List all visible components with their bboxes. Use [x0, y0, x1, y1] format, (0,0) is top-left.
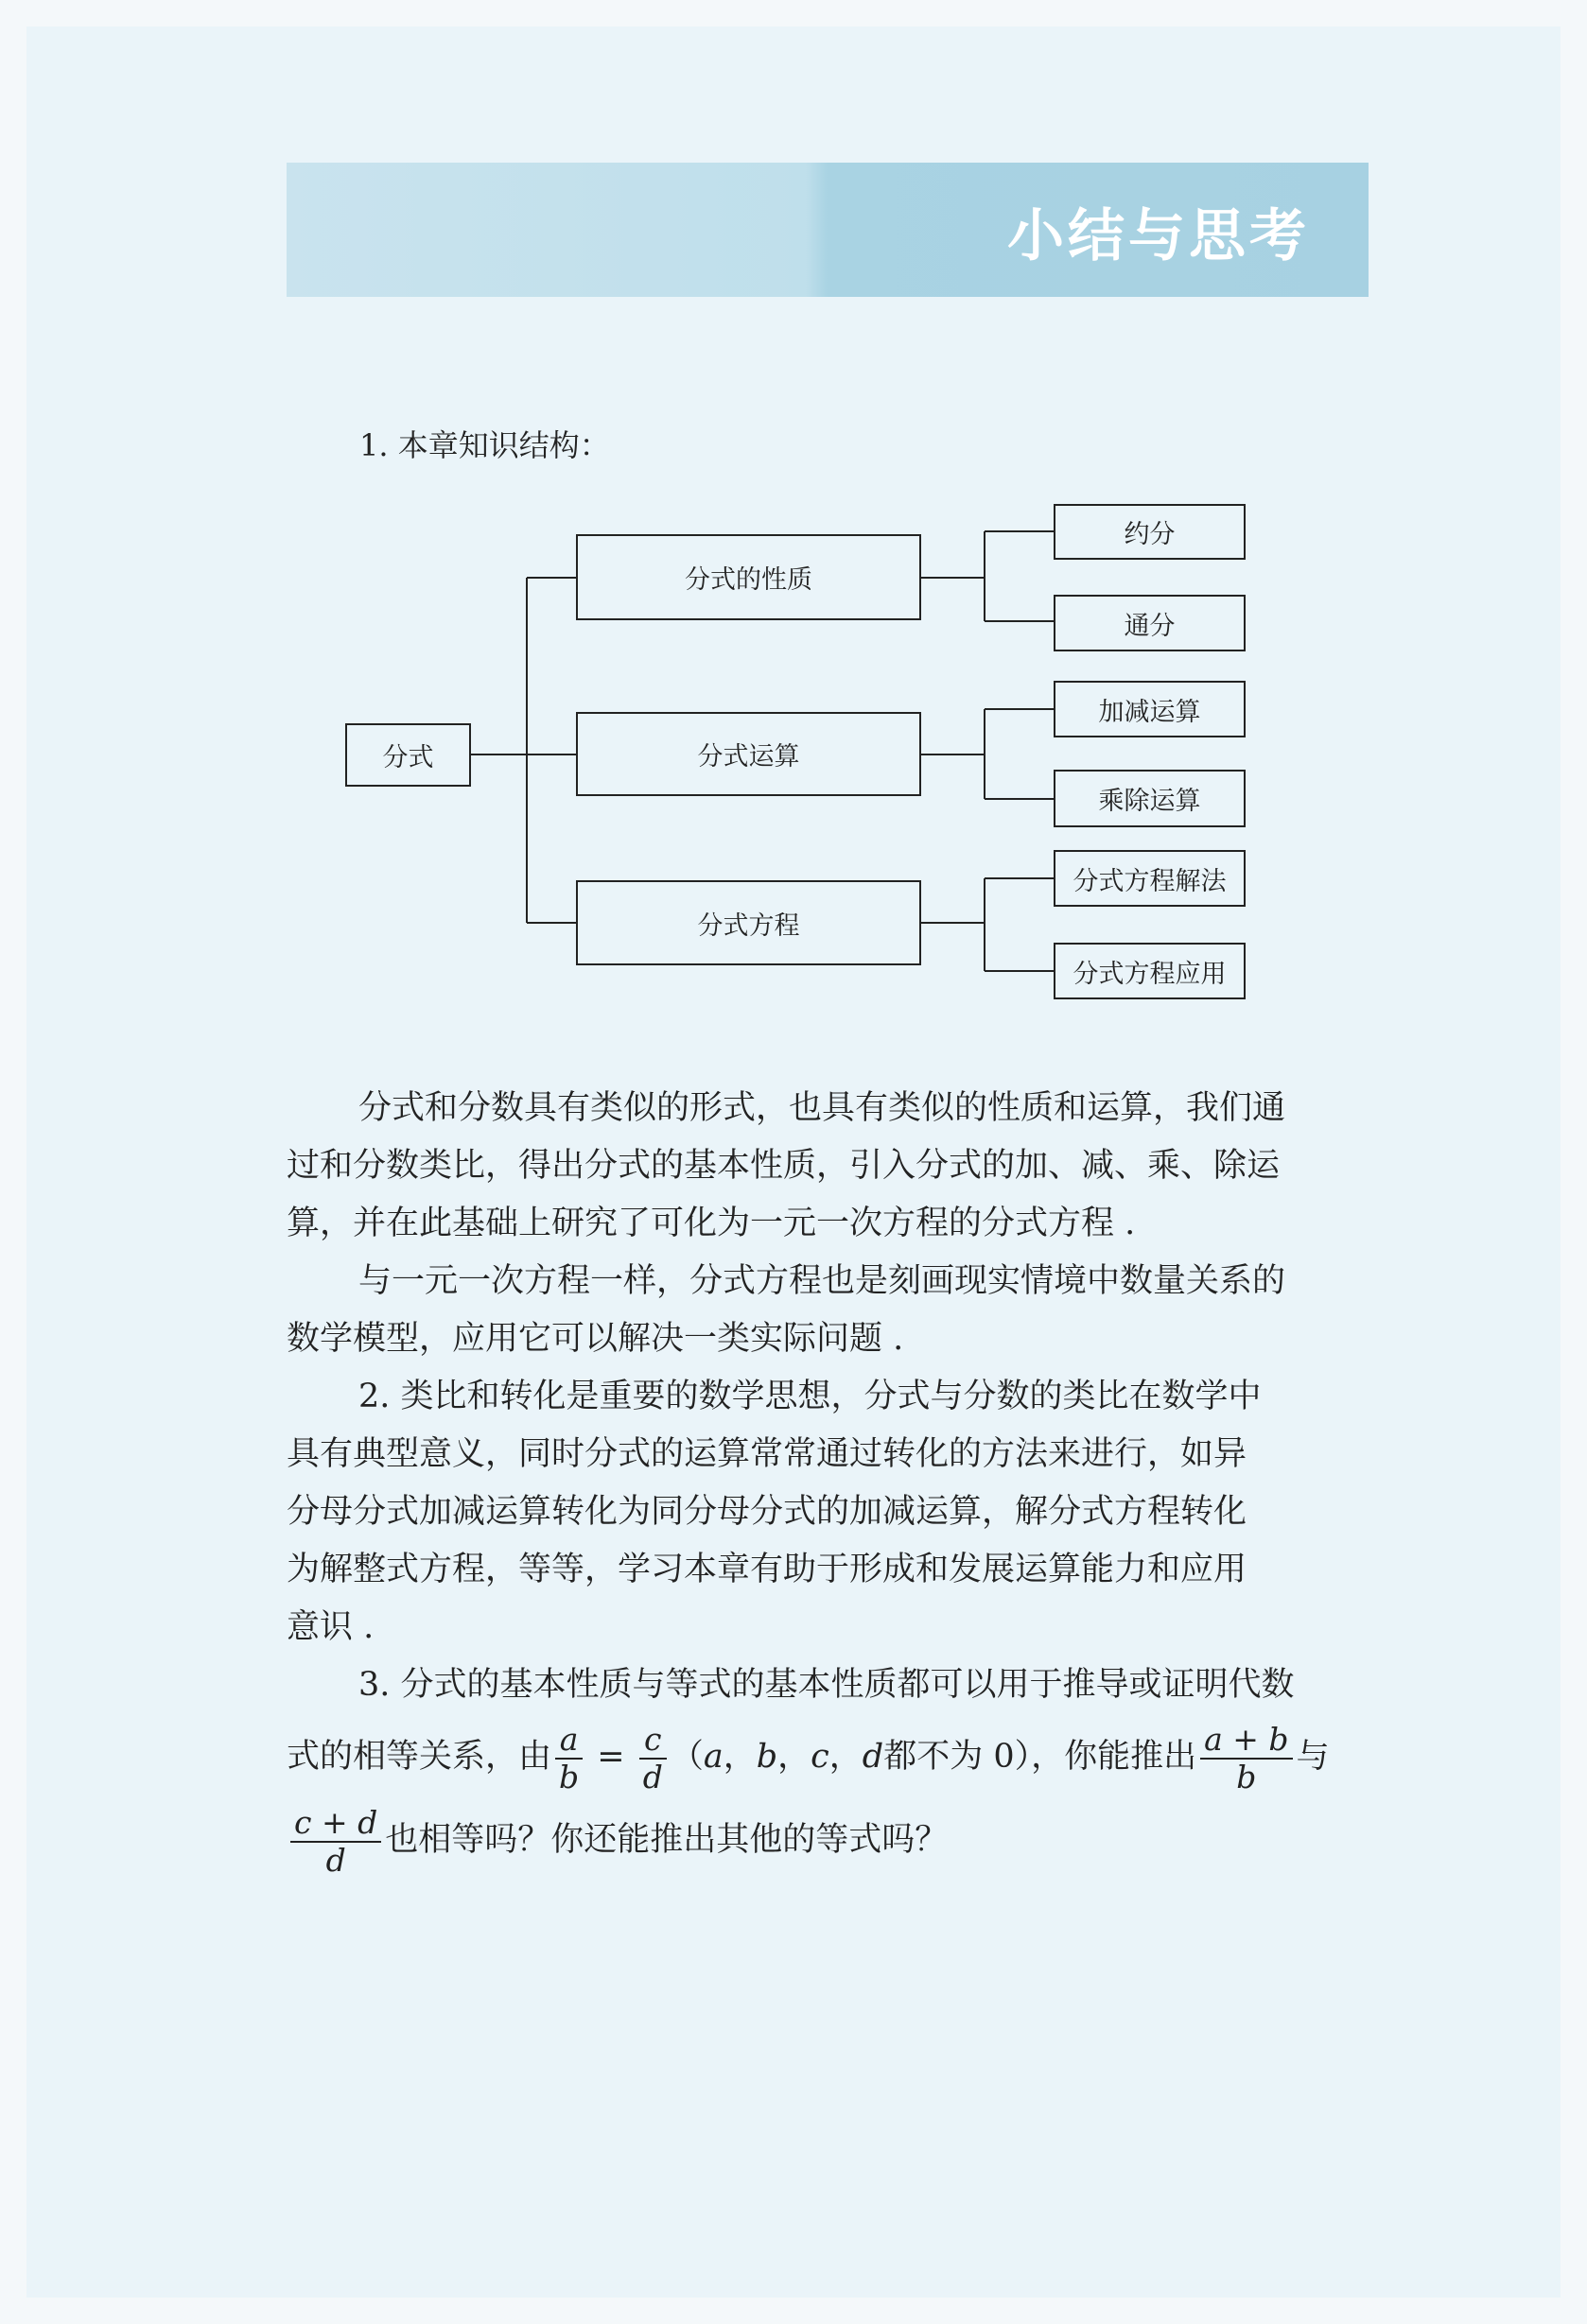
text-line: 算，并在此基础上研究了可化为一元一次方程的分式方程 .: [287, 1205, 1136, 1242]
text-line: 分母分式加减运算转化为同分母分式的加减运算，解分式方程转化: [287, 1493, 1247, 1531]
paragraph-3: [287, 1368, 1374, 1656]
text-line: 3. 分式的基本性质与等式的基本性质都可以用于推导或证明代数: [358, 1666, 1295, 1704]
text-line: 2. 类比和转化是重要的数学思想，分式与分数的类比在数学中: [358, 1378, 1262, 1415]
fraction-c-over-d: [639, 1722, 667, 1795]
fraction-denominator: d: [325, 1841, 346, 1879]
node-branch-properties: 分式的性质: [576, 534, 921, 620]
separator: ，: [777, 1738, 811, 1776]
paragraph-4-last-line: [287, 1802, 1374, 1879]
fraction-numerator: c: [639, 1722, 667, 1760]
equals-sign: =: [586, 1738, 636, 1776]
fraction-c-plus-d-over-d: [290, 1805, 381, 1879]
fraction-a-plus-b-over-b: [1200, 1722, 1292, 1795]
variable: d: [862, 1738, 884, 1776]
paragraph-4-formula-line: [287, 1719, 1374, 1795]
section-heading: 1. 本章知识结构：: [359, 427, 610, 463]
text-segment: 也相等吗？你还能推出其他的等式吗？: [385, 1821, 949, 1859]
node-leaf-common-denominator: 通分: [1054, 595, 1246, 651]
text-line: 过和分数类比，得出分式的基本性质，引入分式的加、减、乘、除运: [287, 1147, 1281, 1185]
text-line: 意识 .: [287, 1608, 375, 1646]
node-leaf-add-subtract: 加减运算: [1054, 681, 1246, 737]
paragraph-2: [287, 1253, 1374, 1368]
fraction-numerator: a: [555, 1722, 583, 1760]
variable: c: [811, 1738, 829, 1776]
fraction-numerator: a + b: [1200, 1722, 1292, 1760]
node-leaf-multiply-divide: 乘除运算: [1054, 770, 1246, 827]
paren: （: [670, 1738, 704, 1776]
text-segment: 式的相等关系，由: [287, 1738, 552, 1776]
fraction-a-over-b: [555, 1722, 583, 1795]
paragraph-4: [287, 1656, 1374, 1714]
separator: ，: [723, 1738, 757, 1776]
fraction-denominator: b: [559, 1758, 580, 1795]
fraction-numerator: c + d: [290, 1805, 381, 1843]
fraction-denominator: b: [1236, 1758, 1257, 1795]
text-line: 数学模型，应用它可以解决一类实际问题 .: [287, 1320, 904, 1358]
formula-line: [287, 1719, 1374, 1795]
separator: ，: [828, 1738, 863, 1776]
banner-title: 小结与思考: [1007, 203, 1310, 269]
node-root: 分式: [345, 723, 471, 787]
variable: b: [756, 1738, 778, 1776]
text-line: 具有典型意义，同时分式的运算常常通过转化的方法来进行，如异: [287, 1435, 1247, 1473]
formula-line: [287, 1802, 1374, 1879]
text-line: 与一元一次方程一样，分式方程也是刻画现实情境中数量关系的: [358, 1262, 1286, 1300]
text-segment: 与: [1296, 1738, 1330, 1776]
text-line: 分式和分数具有类似的形式，也具有类似的性质和运算，我们通: [358, 1089, 1286, 1127]
node-branch-operations: 分式运算: [576, 712, 921, 796]
node-leaf-application: 分式方程应用: [1054, 943, 1246, 999]
paragraph-1: [287, 1080, 1374, 1253]
node-leaf-solving: 分式方程解法: [1054, 850, 1246, 907]
variable: a: [703, 1738, 724, 1776]
node-branch-equations: 分式方程: [576, 880, 921, 965]
text-segment: 都不为 0），你能推出: [883, 1738, 1197, 1776]
text-line: 为解整式方程，等等，学习本章有助于形成和发展运算能力和应用: [287, 1551, 1247, 1588]
fraction-denominator: d: [642, 1758, 663, 1795]
node-leaf-reduce: 约分: [1054, 504, 1246, 560]
